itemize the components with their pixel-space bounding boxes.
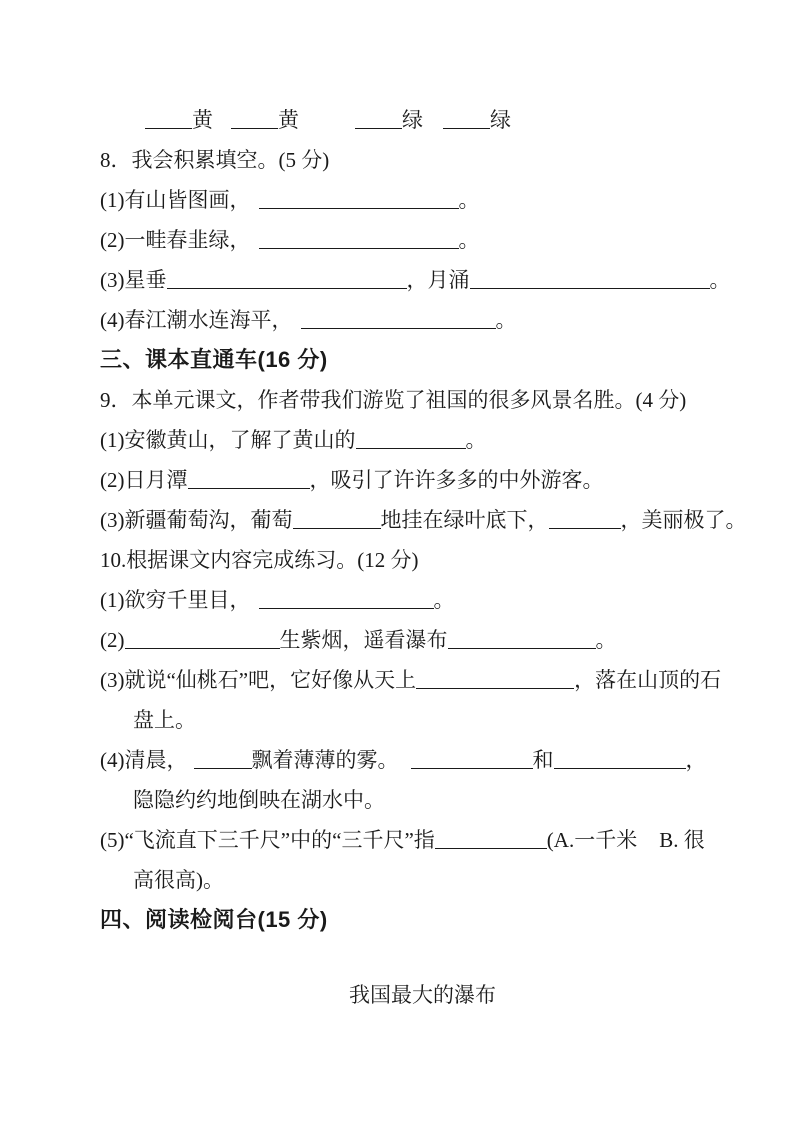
- text-segment: 隐隐约约地倒映在湖水中。: [133, 788, 385, 812]
- text-segment: ，吸引了许许多多的中外游客。: [309, 468, 604, 492]
- text-segment: ，月涌: [406, 268, 470, 292]
- text-segment: 。: [709, 268, 731, 292]
- answer-blank-underline: [194, 746, 252, 769]
- text-segment: (1)有山皆图画，: [100, 188, 251, 212]
- text-segment: 飘着薄薄的雾。: [251, 748, 399, 772]
- q10-item-5: [100, 820, 745, 860]
- text-segment: 。: [458, 188, 480, 212]
- answer-blank-underline: [470, 266, 710, 289]
- answer-blank-underline: [448, 626, 596, 649]
- answer-blank-underline: [443, 106, 490, 129]
- answer-blank-underline: [416, 666, 574, 689]
- answer-blank-underline: [188, 466, 310, 489]
- answer-blank-underline: [549, 506, 621, 529]
- q9-item-3: [100, 500, 745, 540]
- text-segment: B. 很: [659, 828, 705, 852]
- q10-item-3: [100, 660, 745, 700]
- answer-blank-underline: [301, 306, 496, 329]
- q10-item-4-continuation: [100, 780, 745, 820]
- text-segment: 高很高)。: [133, 868, 224, 892]
- text-segment: 。: [433, 588, 455, 612]
- answer-blank-underline: [411, 746, 533, 769]
- text-segment: ，: [685, 748, 707, 772]
- section-4-heading: [100, 900, 745, 940]
- question-8-prompt: [100, 140, 745, 180]
- text-segment: (4)春江潮水连海平，: [100, 308, 293, 332]
- answer-blank-underline: [554, 746, 686, 769]
- text-segment: ，美丽极了。: [620, 508, 747, 532]
- text-segment: 黄: [192, 108, 213, 132]
- text-segment: 。: [458, 228, 480, 252]
- text-segment: 绿: [402, 108, 423, 132]
- q9-item-2: [100, 460, 745, 500]
- q10-item-4: [100, 740, 745, 780]
- answer-blank-underline: [231, 106, 278, 129]
- text-segment: (2)一畦春韭绿，: [100, 228, 251, 252]
- q10-item-3-continuation: [100, 700, 745, 740]
- q10-item-5-continuation: [100, 860, 745, 900]
- text-segment: 生紫烟，遥看瀑布: [279, 628, 448, 652]
- q8-item-1: [100, 180, 745, 220]
- answer-blank-underline: [356, 426, 466, 449]
- text-segment: 。: [495, 308, 517, 332]
- reading-passage-title: [100, 976, 745, 1016]
- text-segment: 四、阅读检阅台(15 分): [100, 907, 328, 932]
- text-segment: (1)欲穷千里目，: [100, 588, 251, 612]
- q8-item-4: [100, 300, 745, 340]
- text-segment: 10.根据课文内容完成练习。(12 分): [100, 548, 419, 572]
- text-segment: (3)就说“仙桃石”吧，它好像从天上: [100, 668, 417, 692]
- text-segment: (1)安徽黄山，了解了黄山的: [100, 428, 356, 452]
- text-segment: 和: [532, 748, 554, 772]
- question-10-prompt: [100, 540, 745, 580]
- text-segment: 9．本单元课文，作者带我们游览了祖国的很多风景名胜。(4 分): [100, 388, 687, 412]
- text-segment: (A.一千米: [546, 828, 638, 852]
- text-segment: 。: [465, 428, 487, 452]
- text-segment: (2): [100, 628, 125, 652]
- text-segment: (3)新疆葡萄沟，葡萄: [100, 508, 293, 532]
- text-segment: ，落在山顶的石: [574, 668, 722, 692]
- q8-item-2: [100, 220, 745, 260]
- text-segment: (2)日月潭: [100, 468, 188, 492]
- test-paper-page: [100, 100, 745, 1016]
- q10-item-2: [100, 620, 745, 660]
- word-fill-blanks-yellow-green: [100, 100, 745, 140]
- text-segment: 绿: [490, 108, 511, 132]
- answer-blank-underline: [355, 106, 402, 129]
- text-segment: 三、课本直通车(16 分): [100, 347, 328, 372]
- text-segment: 盘上。: [133, 708, 196, 732]
- text-segment: 。: [595, 628, 617, 652]
- answer-blank-underline: [125, 626, 280, 649]
- answer-blank-underline: [259, 186, 459, 209]
- answer-blank-underline: [293, 506, 381, 529]
- text-segment: (3)星垂: [100, 268, 167, 292]
- q8-item-3: [100, 260, 745, 300]
- question-9-prompt: [100, 380, 745, 420]
- q10-item-1: [100, 580, 745, 620]
- answer-blank-underline: [145, 106, 192, 129]
- text-segment: 地挂在绿叶底下，: [380, 508, 549, 532]
- text-segment: (4)清晨，: [100, 748, 188, 772]
- answer-blank-underline: [259, 586, 434, 609]
- text-segment: (5)“飞流直下三千尺”中的“三千尺”指: [100, 828, 435, 852]
- section-3-heading: [100, 340, 745, 380]
- text-segment: 我国最大的瀑布: [349, 984, 496, 1007]
- answer-blank-underline: [435, 826, 547, 849]
- text-segment: 黄: [278, 108, 299, 132]
- answer-blank-underline: [259, 226, 459, 249]
- answer-blank-underline: [167, 266, 407, 289]
- text-segment: 8．我会积累填空。(5 分): [100, 148, 330, 172]
- q9-item-1: [100, 420, 745, 460]
